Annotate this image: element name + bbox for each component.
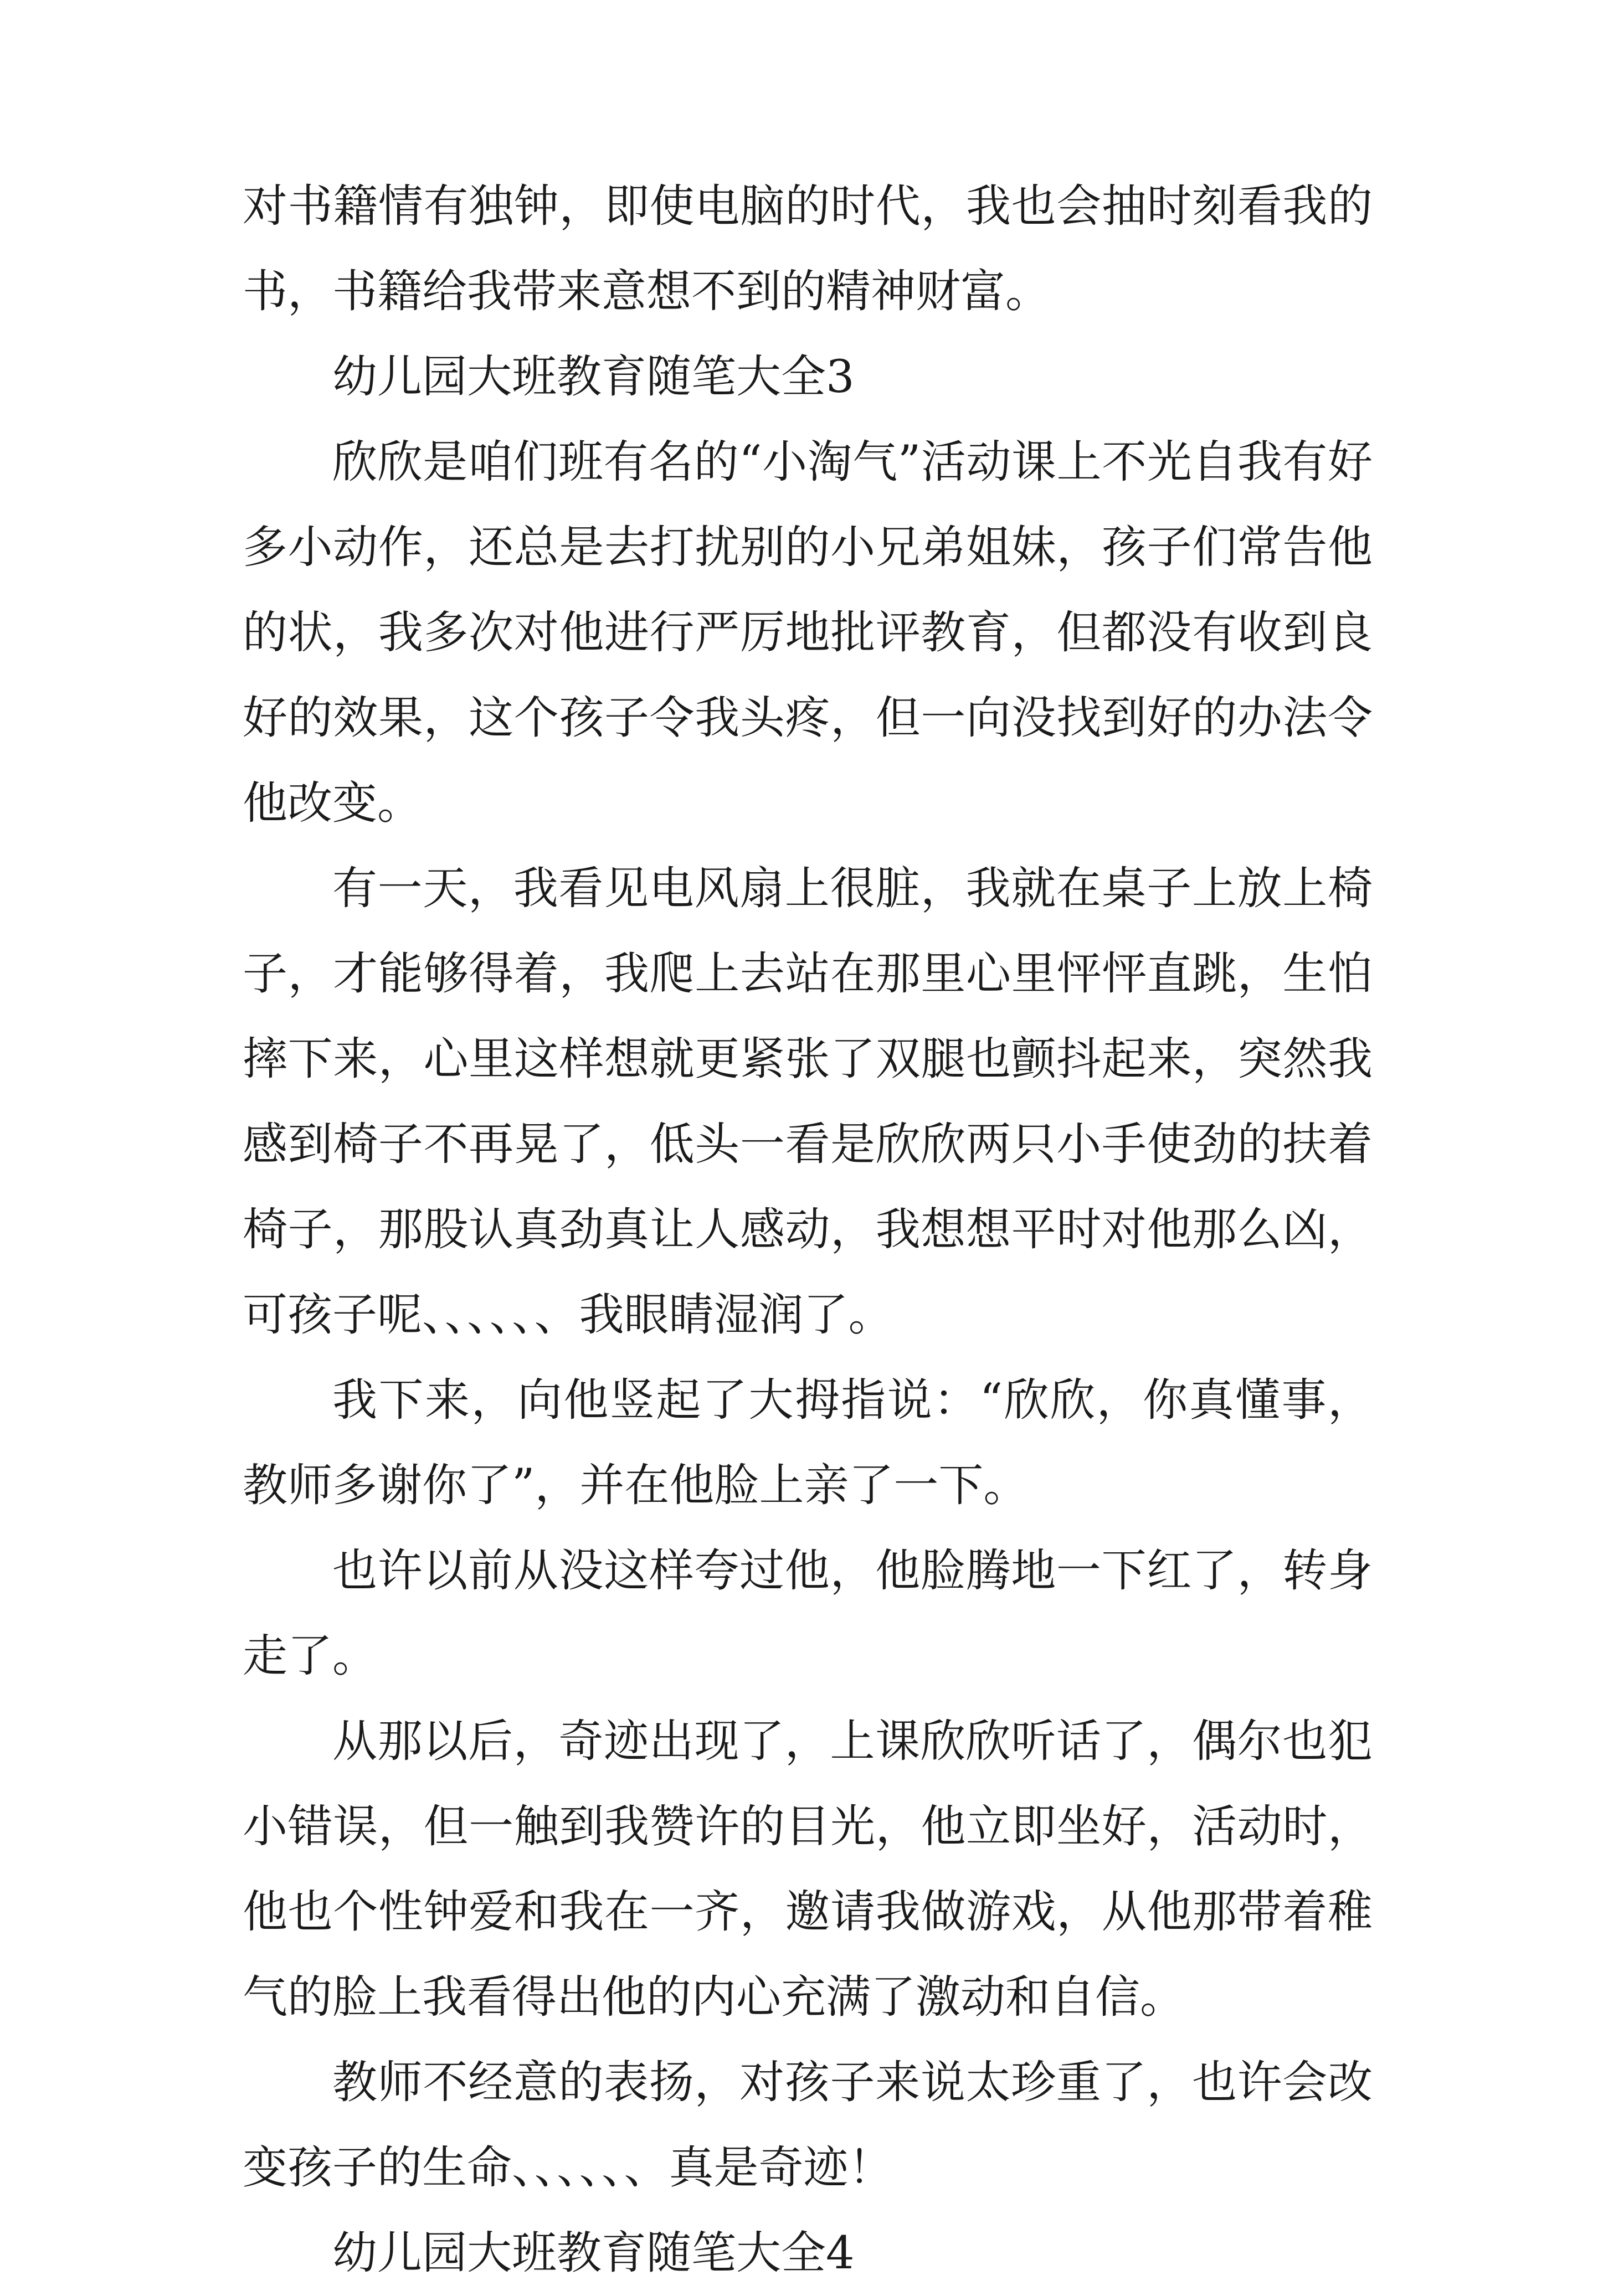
document-body	[243, 164, 1373, 2296]
paragraph: 我下来，向他竖起了大拇指说：“欣欣，你真懂事，教师多谢你了”，并在他脸上亲了一下。	[243, 1374, 1373, 1512]
paragraph: 欣欣是咱们班有名的“小淘气”活动课上不光自我有好多小动作，还总是去打扰别的小兄弟姐妹，孩子们常告他的状，我多次对他进行严厉地批评教育，但都没有收到良好的效果，这个孩子令我头疼，但一向没找到好的办法令他改变。	[243, 436, 1373, 830]
paragraph: 也许以前从没这样夸过他，他脸腾地一下红了，转身走了。	[243, 1545, 1373, 1682]
section-heading-3: 幼儿园大班教育随笔大全3	[332, 351, 855, 403]
section-heading-4: 幼儿园大班教育随笔大全4	[332, 2227, 855, 2279]
paragraph-continued: 对书籍情有独钟，即使电脑的时代，我也会抽时刻看我的书，书籍给我带来意想不到的精神财富。	[243, 181, 1373, 318]
paragraph: 从那以后，奇迹出现了，上课欣欣听话了，偶尔也犯小错误，但一触到我赞许的目光，他立即坐好，活动时，他也个性钟爱和我在一齐，邀请我做游戏，从他那带着稚气的脸上我看得出他的内心充满了激动和自信。	[243, 1716, 1373, 2024]
paragraph: 有一天，我看见电风扇上很脏，我就在桌子上放上椅子，才能够得着，我爬上去站在那里心里怦怦直跳，生怕摔下来，心里这样想就更紧张了双腿也颤抖起来，突然我感到椅子不再晃了，低头一看是欣欣两只小手使劲的扶着椅子，那股认真劲真让人感动，我想想平时对他那么凶，可孩子呢、、、、、、我眼睛湿润了。	[243, 863, 1373, 1341]
paragraph: 教师不经意的表扬，对孩子来说太珍重了，也许会改变孩子的生命、、、、、、真是奇迹！	[243, 2057, 1373, 2194]
